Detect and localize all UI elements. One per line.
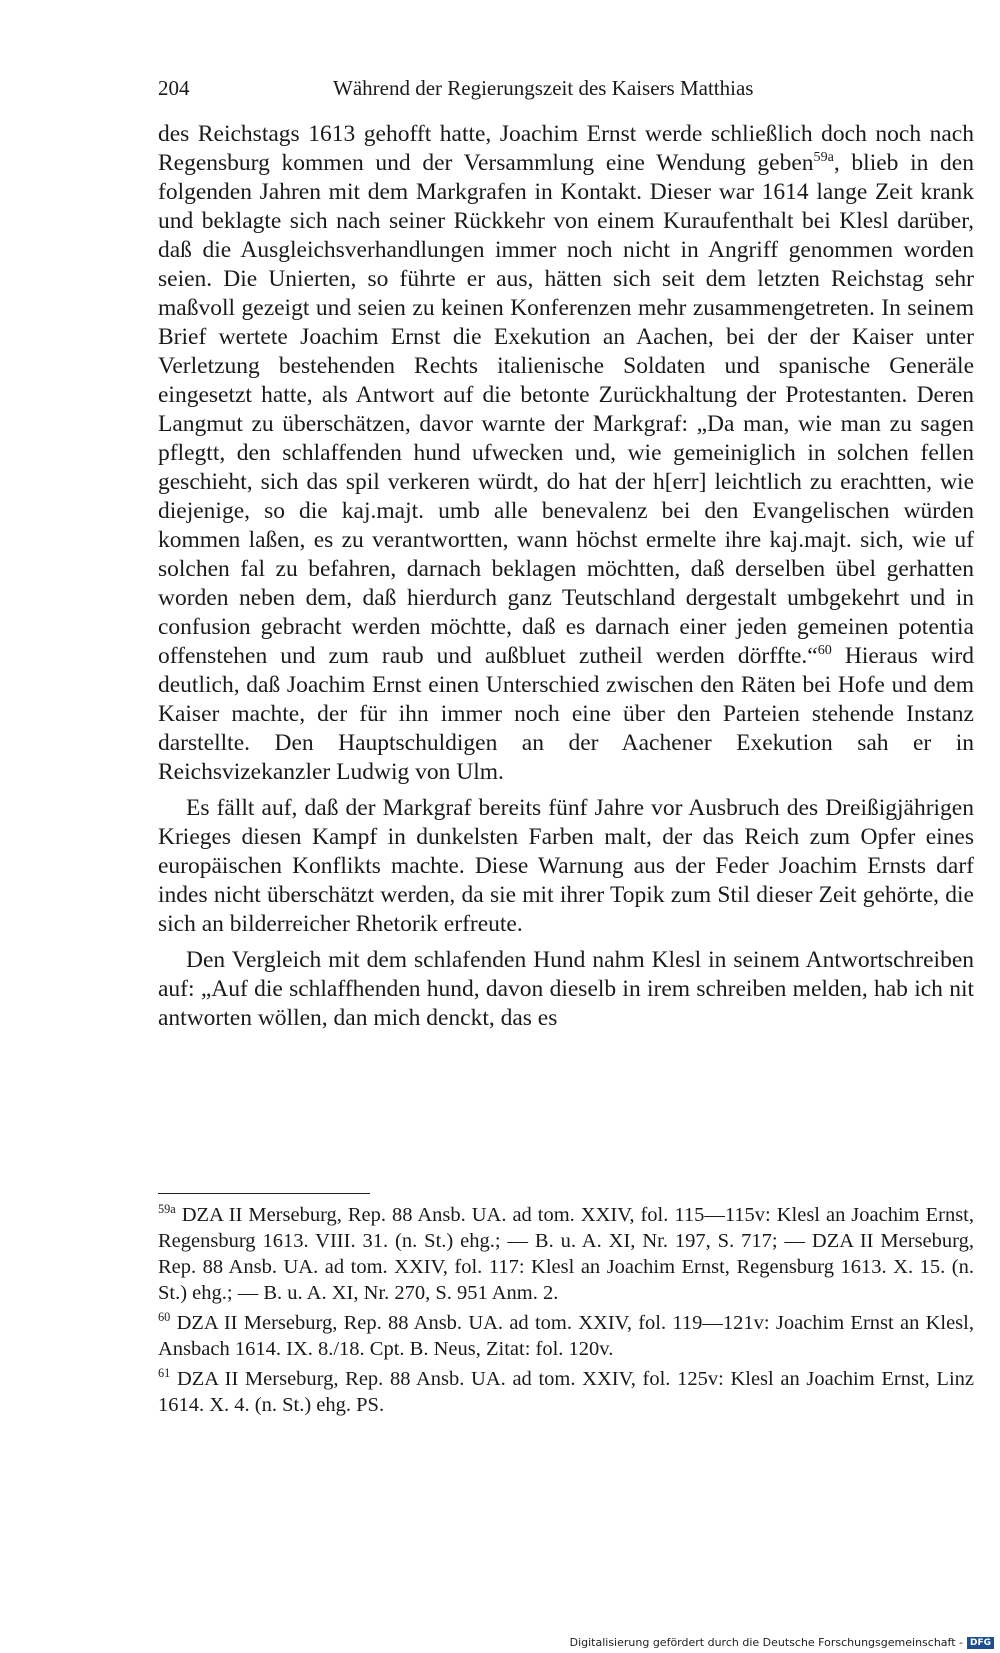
footnotes — [158, 1202, 974, 1422]
footnote-mark: 60 — [158, 1310, 171, 1325]
running-header — [158, 76, 974, 106]
footnote-divider — [158, 1193, 370, 1194]
footnote-61 — [158, 1366, 974, 1418]
paragraph-1-part-a: des Reichstags 1613 gehofft hatte, Joachim Ernst werde schließlich doch noch nach Regensburg kommen und der Versammlung eine Wendung geben — [158, 121, 974, 176]
footnote-text: DZA II Merseburg, Rep. 88 Ansb. UA. ad tom. XXIV, fol. 119—121v: Joachim Ernst an Klesl, Ansbach 1614. IX. 8./18. Cpt. B. Neus, Zitat: fol. 120v. — [158, 1312, 974, 1360]
footnote-mark: 59a — [158, 1202, 176, 1217]
paragraph-3: Den Vergleich mit dem schlafenden Hund nahm Klesl in seinem Antwortschreiben auf: „Auf die schlaffhenden hund, davon dieselb in irem schreiben melden, hab ich nit antworten wöllen, dan mich denckt, das es — [158, 947, 974, 1031]
digitization-credit — [570, 1636, 994, 1649]
main-text — [158, 120, 974, 1033]
footnote-ref-60: 60 — [817, 642, 832, 659]
footnote-text: DZA II Merseburg, Rep. 88 Ansb. UA. ad tom. XXIV, fol. 125v: Klesl an Joachim Ernst, Linz 1614. X. 4. (n. St.) ehg. PS. — [158, 1368, 974, 1416]
running-title: Während der Regierungszeit des Kaisers Matthias — [333, 76, 754, 100]
footnote-mark: 61 — [158, 1366, 171, 1381]
footnote-60 — [158, 1310, 974, 1362]
paragraph-2: Es fällt auf, daß der Markgraf bereits fünf Jahre vor Ausbruch des Dreißigjährigen Krieges diesen Kampf in dunkelsten Farben malt, der das Reich zum Opfer eines europäischen Konflikts machte. Diese Warnung aus der Feder Joachim Ernsts darf indes nicht überschätzt werden, da sie mit ihrer Topik zum Stil dieser Zeit gehörte, die sich an bilderreicher Rhetorik erfreute. — [158, 795, 974, 937]
credit-text: Digitalisierung gefördert durch die Deutsche Forschungsgemeinschaft - — [569, 1636, 963, 1649]
footnote-ref-59a: 59a — [813, 149, 834, 166]
dfg-logo: DFG — [967, 1637, 994, 1649]
paragraph-1-part-b: , blieb in den folgenden Jahren mit dem Markgrafen in Kontakt. Dieser war 1614 lange Zeit krank und beklagte sich nach seiner Rückkehr von einem Kuraufenthalt bei Klesl darüber, daß die Ausgleichsverhandlungen immer noch nicht in Angriff genommen worden seien. Die Unierten, so führte er aus, hätten sich seit dem letzten Reichstag sehr maßvoll gezeigt und seien zu keinen Konferenzen mehr zusammengetreten. In seinem Brief wertete Joachim Ernst die Exekution an Aachen, bei der der Kaiser unter Verletzung bestehenden Rechts italienische Soldaten und spanische Generäle eingesetzt hatte, als Antwort auf die betonte Zurückhaltung der Protestanten. Deren Langmut zu überschätzen, davor warnte der Markgraf: „Da man, wie man zu sagen pflegtt, den schlaffenden hund ufwecken und, wie gemeiniglich in solchen fellen geschieht, sich das spil verkeren würdt, do hat der h[err] leichtlich zu erachtten, wie diejenige, so die kaj.majt. umb alle benevalenz bei den Evangelischen würden kommen laßen, es zu verantwortten, wann höchst ermelte ihre kaj.majt. sich, wie uf solchen fal zu befahren, darnach beklagen möchtten, daß derselben übel gerhatten worden neben dem, daß hierdurch ganz Teutschland dergestalt umbgekehrt und in confusion gebracht werden möchtte, daß es darnach einer jeden gemeinen potentia offenstehen und zum raub und außbluet zutheil werden dörffte.“ — [158, 150, 974, 669]
paragraph-1 — [158, 120, 974, 787]
page-number: 204 — [158, 76, 190, 100]
footnote-text: DZA II Merseburg, Rep. 88 Ansb. UA. ad tom. XXIV, fol. 115—115v: Klesl an Joachim Ernst, Regensburg 1613. VIII. 31. (n. St.) ehg.; — B. u. A. XI, Nr. 197, S. 717; — DZA II Merseburg, Rep. 88 Ansb. UA. ad tom. XXIV, fol. 117: Klesl an Joachim Ernst, Regensburg 1613. X. 15. (n. St.) ehg.; — B. u. A. XI, Nr. 270, S. 951 Anm. 2. — [158, 1204, 974, 1304]
footnote-59a — [158, 1202, 974, 1306]
paragraph-1-part-c: Hieraus wird deutlich, daß Joachim Ernst einen Unterschied zwischen den Räten bei Hofe und dem Kaiser machte, der für ihn immer noch eine über den Parteien stehende Instanz darstellte. Den Hauptschuldigen an der Aachener Exekution sah er in Reichsvizekanzler Ludwig von Ulm. — [158, 643, 974, 785]
